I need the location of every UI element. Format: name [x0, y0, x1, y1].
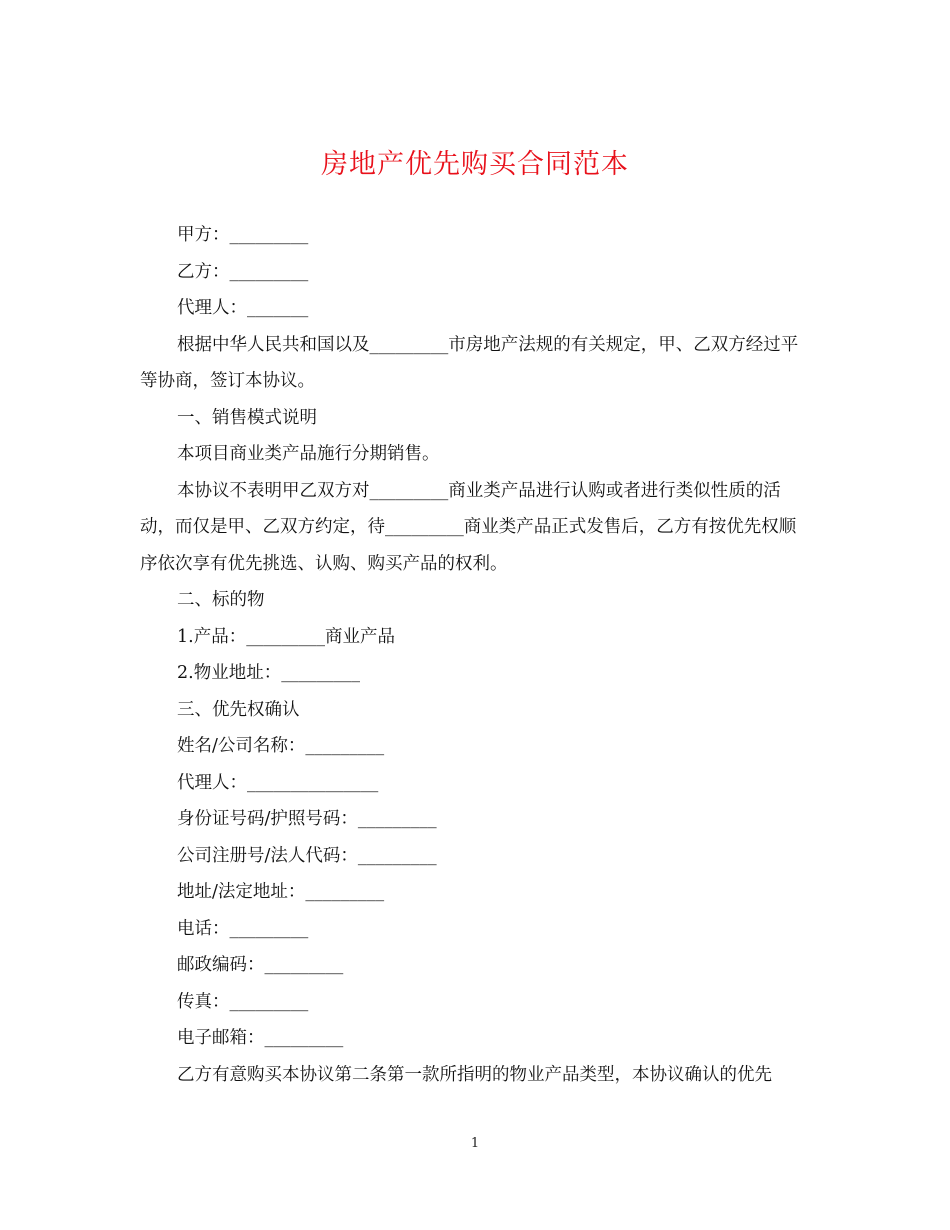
name-company-line: 姓名/公司名称：_________: [177, 736, 385, 756]
section-heading-subject: 二、标的物: [177, 590, 265, 610]
party-b-line: 乙方：_________: [177, 261, 309, 282]
party-a-line: 甲方：_________: [177, 225, 309, 245]
subject-address-line: 2.物业地址：_________: [177, 663, 360, 683]
subject-product-line: 1.产品：_________商业产品: [177, 626, 395, 647]
page-number: 1: [470, 1136, 480, 1151]
sales-mode-paragraph: 本项目商业类产品施行分期销售。: [177, 444, 440, 464]
priority-intent-paragraph: 乙方有意购买本协议第二条第一款所指明的物业产品类型，本协议确认的优先: [177, 1064, 772, 1085]
agent-line: 代理人：_______: [177, 298, 309, 318]
fax-line: 传真：_________: [177, 991, 309, 1012]
document-title: 房地产优先购买合同范本: [321, 149, 629, 180]
preamble-paragraph: 根据中华人民共和国以及_________市房地产法规的有关规定，甲、乙双方经过平等协商，签订本协议。: [140, 334, 799, 391]
document-body: [140, 217, 812, 1093]
section-heading-priority: 三、优先权确认: [177, 699, 300, 720]
email-line: 电子邮箱：_________: [177, 1028, 344, 1048]
sales-mode-detail-paragraph: 本协议不表明甲乙双方对_________商业类产品进行认购或者进行类似性质的活动，而仅是甲、乙双方约定，待_________商业类产品正式发售后，乙方有按优先权顺序依次享有优先挑选、认购、购买产品的权利。: [140, 480, 797, 574]
id-passport-line: 身份证号码/护照号码：_________: [177, 809, 437, 829]
address-line: 地址/法定地址：_________: [177, 882, 385, 902]
postal-code-line: 邮政编码：_________: [177, 955, 344, 975]
phone-line: 电话：_________: [177, 918, 309, 939]
section-heading-sales-mode: 一、销售模式说明: [177, 407, 317, 428]
company-registration-line: 公司注册号/法人代码：_________: [177, 845, 437, 866]
priority-agent-line: 代理人：_______________: [177, 772, 379, 793]
